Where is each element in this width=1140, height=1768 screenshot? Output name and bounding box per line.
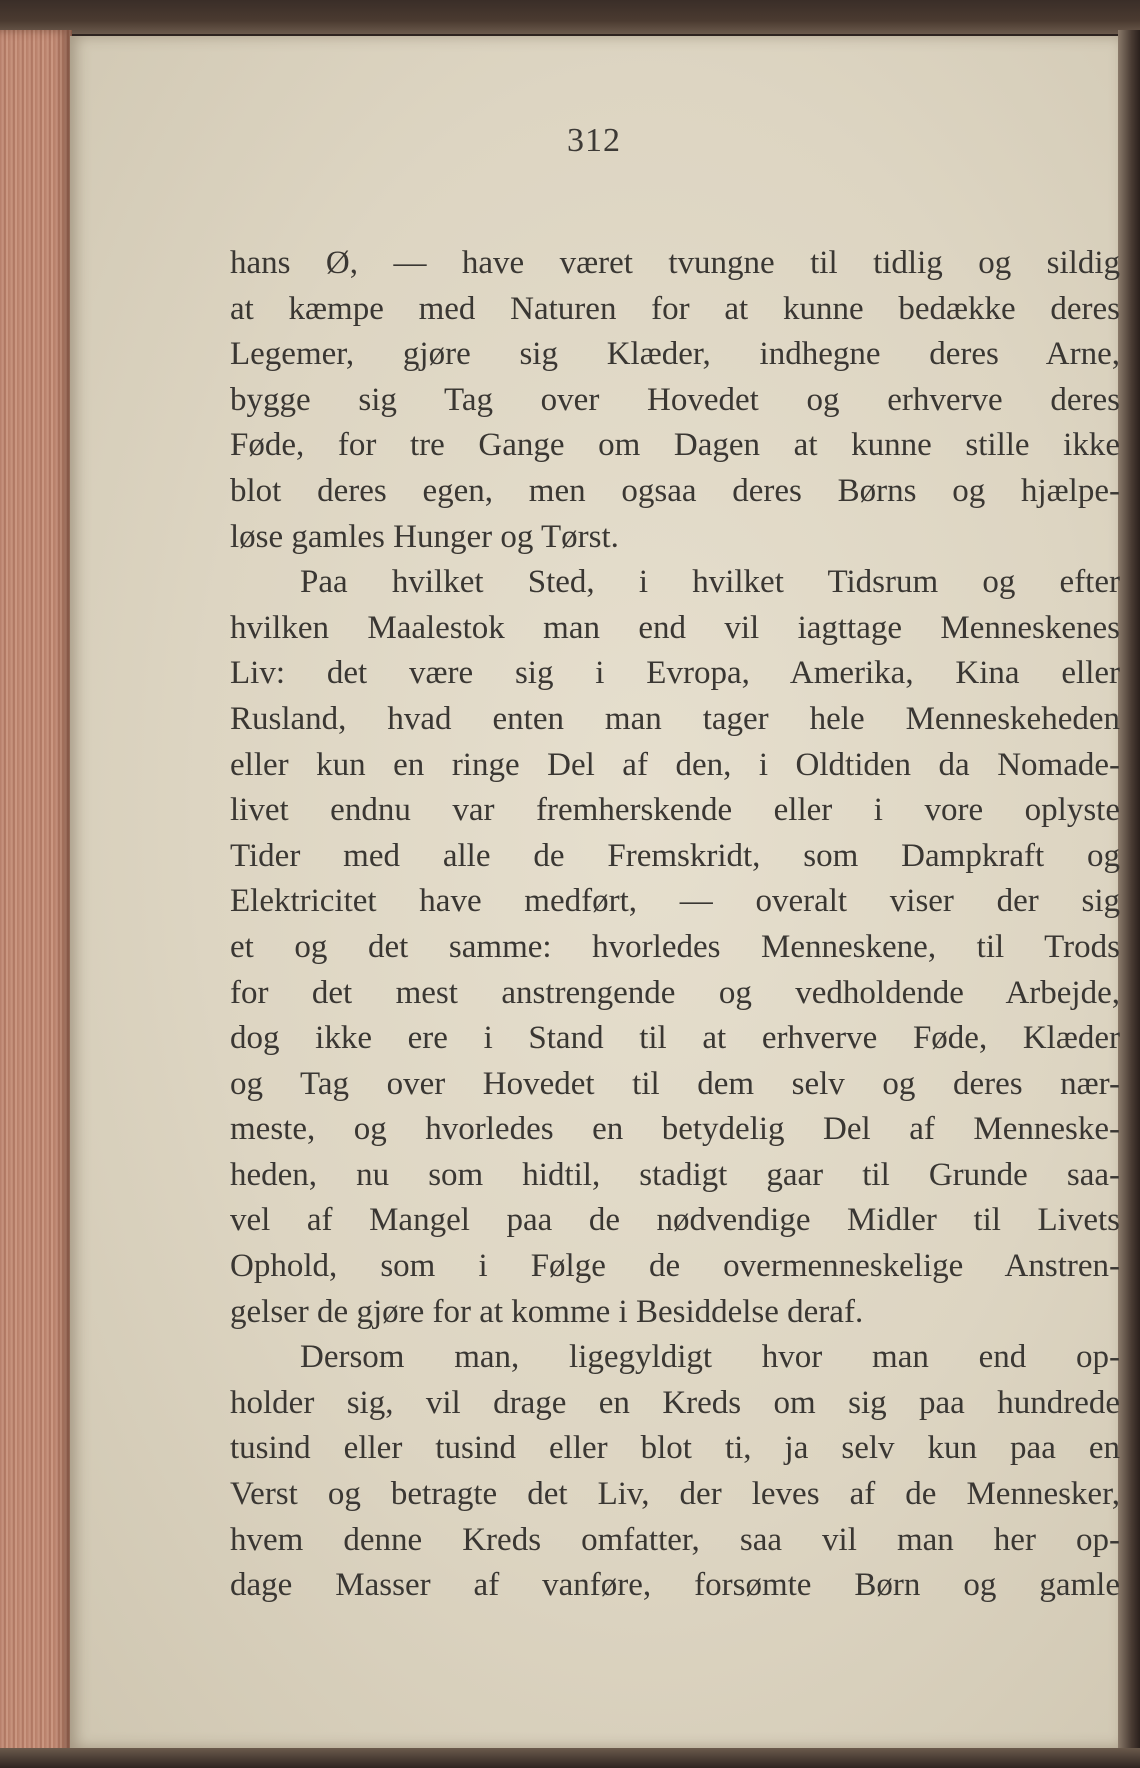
text-line: Legemer, gjøre sig Klæder, indhegne deres Arne, [230,336,1120,373]
text-line: holder sig, vil drage en Kreds om sig paa hundrede [230,1384,1120,1421]
text-line: dage Masser af vanføre, forsømte Børn og gamle [230,1567,1120,1604]
text-line: Liv: det være sig i Evropa, Amerika, Kina eller [230,655,1120,692]
page-number: 312 [567,122,621,159]
text-line: hvilken Maalestok man end vil iagttage Menneskenes [230,609,1120,646]
text-line: tusind eller tusind eller blot ti, ja selv kun paa en [230,1430,1120,1467]
book-page-edges [0,30,72,1768]
page-sheet [70,36,1118,1748]
text-line: Verst og betragte det Liv, der leves af de Mennesker, [230,1476,1120,1513]
text-line: vel af Mangel paa de nødvendige Midler til Livets [230,1202,1120,1239]
text-line: Paa hvilket Sted, i hvilket Tidsrum og efter [300,564,1120,601]
text-line: at kæmpe med Naturen for at kunne bedække deres [230,290,1120,327]
text-line: Føde, for tre Gange om Dagen at kunne stille ikke [230,427,1120,464]
scan-bottom-edge [0,1748,1140,1768]
text-line: for det mest anstrengende og vedholdende Arbejde, [230,974,1120,1011]
text-line: bygge sig Tag over Hovedet og erhverve deres [230,381,1120,418]
text-line: Rusland, hvad enten man tager hele Menneskeheden [230,700,1120,737]
text-line: Dersom man, ligegyldigt hvor man end op- [300,1339,1120,1376]
text-line: blot deres egen, men ogsaa deres Børns og hjælpe- [230,472,1120,509]
text-line: hvem denne Kreds omfatter, saa vil man her op- [230,1521,1120,1558]
text-line: Ophold, som i Følge de overmenneskelige Anstren- [230,1248,1120,1285]
text-line: og Tag over Hovedet til dem selv og deres nær- [230,1065,1120,1102]
text-line: livet endnu var fremherskende eller i vore oplyste [230,792,1120,829]
scan-right-edge [1118,30,1140,1768]
text-line: heden, nu som hidtil, stadigt gaar til Grunde saa- [230,1156,1120,1193]
text-line: gelser de gjøre for at komme i Besiddelse deraf. [230,1293,864,1330]
text-line: dog ikke ere i Stand til at erhverve Føde, Klæder [230,1020,1120,1057]
body-text [230,241,1120,1609]
text-line: løse gamles Hunger og Tørst. [230,518,619,555]
text-line: Elektricitet have medført, — overalt viser der sig [230,883,1120,920]
text-line: meste, og hvorledes en betydelig Del af Menneske- [230,1111,1120,1148]
text-line: hans Ø, — have været tvungne til tidlig og sildig [230,245,1120,281]
text-line: et og det samme: hvorledes Menneskene, til Trods [230,928,1120,965]
text-line: Tider med alle de Fremskridt, som Dampkraft og [230,837,1120,874]
scan-top-edge [0,0,1140,34]
text-line: eller kun en ringe Del af den, i Oldtiden da Nomade- [230,746,1120,783]
